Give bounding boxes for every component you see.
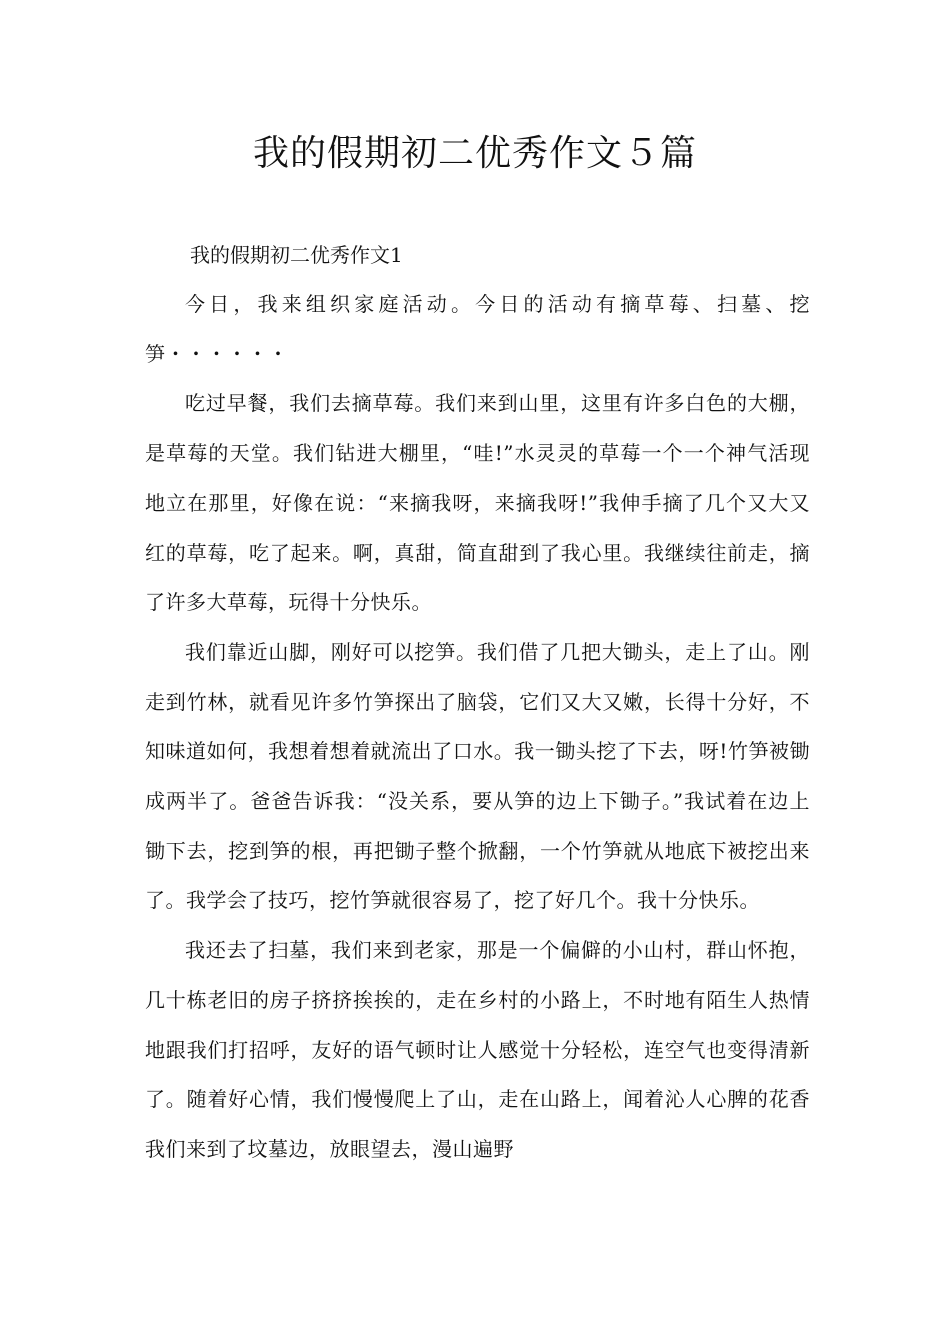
essay-subheading: 我的假期初二优秀作文1 — [190, 243, 403, 267]
document-body — [145, 230, 810, 1175]
paragraph-intro: 今日，我来组织家庭活动。今日的活动有摘草莓、扫墓、挖笋・・・・・・ — [145, 292, 810, 366]
document-title: 我的假期初二优秀作文５篇 — [252, 133, 697, 174]
paragraph-tomb-sweeping: 我还去了扫墓，我们来到老家，那是一个偏僻的小山村，群山怀抱，几十栋老旧的房子挤挤挨挨的，走在乡村的小路上，不时地有陌生人热情地跟我们打招呼，友好的语气顿时让人感觉十分轻松，连空气也变得清新了。随着好心情，我们慢慢爬上了山，走在山路上，闻着沁人心脾的花香我们来到了坟墓边，放眼望去，漫山遍野 — [145, 938, 810, 1161]
paragraph-bamboo-shoots: 我们靠近山脚，刚好可以挖笋。我们借了几把大锄头，走上了山。刚走到竹林，就看见许多竹笋探出了脑袋，它们又大又嫩，长得十分好，不知味道如何，我想着想着就流出了口水。我一锄头挖了下去，呀!竹笋被锄成两半了。爸爸告诉我：“没关系，要从笋的边上下锄子。”我试着在边上锄下去，挖到笋的根，再把锄子整个掀翻，一个竹笋就从地底下被挖出来了。我学会了技巧，挖竹笋就很容易了，挖了好几个。我十分快乐。 — [145, 639, 810, 913]
paragraph-strawberries: 吃过早餐，我们去摘草莓。我们来到山里，这里有许多白色的大棚，是草莓的天堂。我们钻进大棚里，“哇!”水灵灵的草莓一个一个神气活现地立在那里，好像在说：“来摘我呀，来摘我呀!”我伸手摘了几个又大又红的草莓，吃了起来。啊，真甜，简直甜到了我心里。我继续往前走，摘了许多大草莓，玩得十分快乐。 — [145, 391, 810, 615]
